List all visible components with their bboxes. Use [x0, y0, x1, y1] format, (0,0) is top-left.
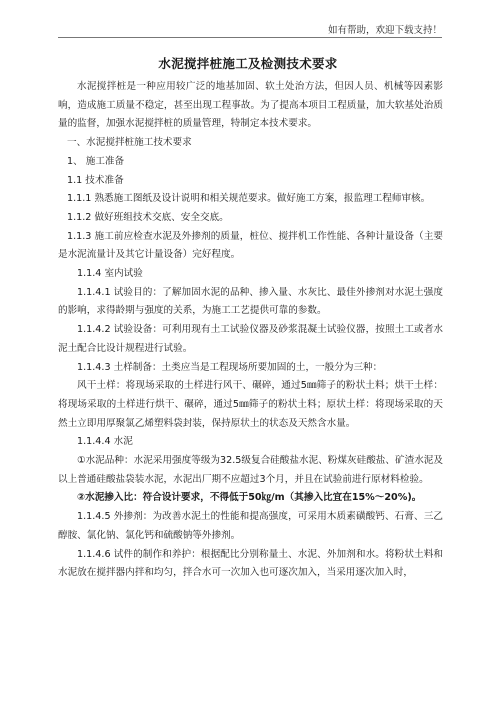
paragraph: 1.1.2 做好班组技术交底、安全交底。	[67, 211, 229, 223]
paragraph-bold: ②水泥掺入比：符合设计要求，不得低于50㎏/m（其掺入比宜在15%～20%)。	[77, 492, 422, 504]
paragraph: 1.1.4.2 试验设备：可利用现有土工试验仪器及砂浆混凝土试验仪器，按照土工或者水泥土配合比设计规程进行试验。	[58, 324, 443, 354]
subsection-heading: 1、 施工准备	[67, 155, 125, 167]
paragraph: 1.1.4.4 水泥	[77, 436, 133, 448]
section-heading: 一、水泥搅拌桩施工技术要求	[67, 137, 192, 149]
paragraph: 1.1.4.3 土样制备：土类应当是工程现场所要加固的土，一般分为三种：	[77, 361, 383, 373]
paragraph: 1.1.4.5 外掺剂：为改善水泥土的性能和提高强度，可采用木质素磺酸钙、石膏、三乙醇胺、氯化钠、氯化钙和硫酸钠等外掺剂。	[58, 511, 443, 541]
document-title: 水泥搅拌桩施工及检测技术要求	[158, 56, 338, 71]
intro-paragraph: 水泥搅拌桩是一种应用较广泛的地基加固、软土处治方法，但因人员、机械等因素影响，造成施工质量不稳定，甚至出现工程事故。为了提高本项目工程质量，加大软基处治质量的监督，加强水泥搅拌桩的质量管理，特制定本技术要求。	[58, 81, 443, 130]
document-body	[58, 78, 443, 583]
paragraph: 风干土样：将现场采取的土样进行风干、碾碎，通过5㎜筛子的粉状土料；烘干土样：将现场采取的土样进行烘干、碾碎，通过5㎜筛子的粉状土料；原状土样：将现场采取的天然土立即用厚聚氯乙烯塑料袋封装，保持原状土的状态及天然含水量。	[58, 380, 443, 429]
header-divider	[58, 37, 442, 38]
paragraph: 1.1.3 施工前应检查水泥及外掺剂的质量，桩位、搅拌机工作性能、各种计量设备（主要是水泥流量计及其它计量设备）完好程度。	[58, 230, 443, 261]
subsection-heading: 1.1 技术准备	[67, 174, 124, 186]
paragraph: 1.1.4 室内试验	[77, 268, 143, 280]
paragraph: 1.1.1 熟悉施工图纸及设计说明和相关规范要求。做好施工方案，报监理工程师审核。	[67, 193, 431, 205]
paragraph: ①水泥品种：水泥采用强度等级为32.5级复合硅酸盐水泥、粉煤灰硅酸盐、矿渣水泥及以上普通硅酸盐袋装水泥，水泥出厂期不应超过3个月，并且在试验前进行原材料检验。	[58, 455, 443, 485]
paragraph: 1.1.4.1 试验目的：了解加固水泥的品种、掺入量、水灰比、最佳外掺剂对水泥土强度的影响，求得龄期与强度的关系，为施工工艺提供可靠的参数。	[58, 286, 443, 317]
header-note: 如有帮助，欢迎下载支持！	[327, 25, 442, 36]
paragraph: 1.1.4.6 试件的制作和养护：根据配比分别称量土、水泥、外加剂和水。将粉状土料和水泥放在搅拌器内拌和均匀，拌合水可一次加入也可逐次加入，当采用逐次加入时，	[58, 548, 443, 579]
